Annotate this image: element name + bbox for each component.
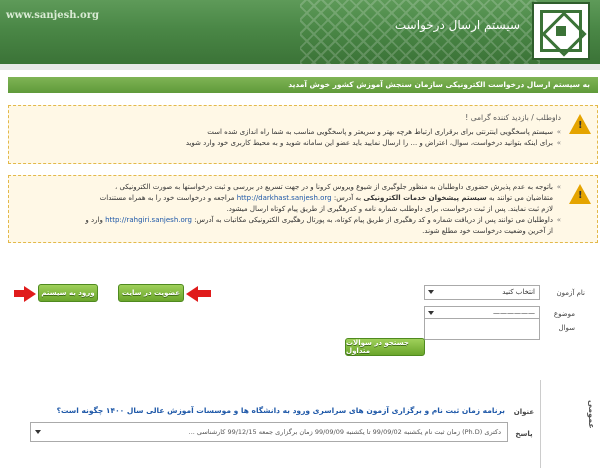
notice-box-intro [8, 105, 598, 164]
topic-label: موضوع [553, 310, 575, 318]
topic-select-value: —————— [493, 309, 535, 317]
question-input[interactable] [424, 318, 540, 340]
exam-select-value: انتخاب کنید [502, 288, 535, 296]
welcome-bar: به سیستم ارسال درخواست الکترونیکی سازمان سنجش آموزش کشور خوش آمدید [8, 77, 598, 93]
notice-item [17, 182, 561, 215]
exam-label: نام آزمون [556, 289, 585, 297]
notice-text: باتوجه به عدم پذیرش حضوری داوطلبان به منظور جلوگیری از شیوع ویروس کرونا و در جهت تسریع در بررسی و ثبت درخواستها به صورت الکترونیکی ، [114, 183, 553, 191]
join-button[interactable]: عضویت در سایت [118, 284, 184, 302]
notice-text: به آدرس: [333, 194, 362, 202]
qa-answer-select[interactable] [30, 422, 508, 442]
notice-highlight: سیستم پیشخوان خدمات الکترونیکی [363, 194, 487, 202]
notice-text: داوطلبان می توانند پس از دریافت شماره و کد رهگیری از طریق پیام کوتاه، به پورتال رهگیری الکترونیکی مکاتبات به آدرس: [194, 216, 553, 224]
chevron-down-icon [428, 290, 434, 294]
site-url[interactable]: www.sanjesh.org [6, 10, 99, 21]
notice-box-covid [8, 175, 598, 243]
warning-icon: ! [569, 184, 591, 206]
header-pattern [300, 0, 540, 64]
notice-item: » سیستم پاسخگویی اینترنتی برای برقراری ارتباط هرچه بهتر و سریعتر و پاسخگویی مناسب به شما راه اندازی شده است [17, 127, 561, 138]
arrow-left-icon-stem [197, 290, 211, 297]
notice-text: از آخرین وضعیت درخواست خود مطلع شوند. [422, 227, 553, 235]
chevron-down-icon [35, 430, 41, 434]
warning-icon: ! [569, 114, 591, 136]
system-title: سیستم ارسال درخواست [394, 18, 520, 32]
rahgiri-link[interactable]: http://rahgiri.sanjesh.org [105, 216, 192, 224]
qa-question-link[interactable]: برنامه زمان ثبت نام و برگزاری آزمون های سراسری ورود به دانشگاه ها و موسسات آموزش عالی سال ۱۴۰۰ چگونه است؟ [56, 406, 505, 415]
notice-text: مراجعه و درخواست خود را به همراه مستندات [99, 194, 235, 202]
notice-item [17, 215, 561, 237]
notice-greeting: داوطلب / بازدید کننده گرامی ! [465, 113, 561, 122]
qa-separator [540, 380, 541, 468]
category-tab-general[interactable]: عمومی [587, 400, 596, 429]
header-divider [0, 64, 600, 70]
qa-answer-text: دکتری (Ph.D) زمان ثبت نام یکشنبه 99/09/02 تا یکشنبه 99/09/09 زمان برگزاری جمعه 99/12/15 کارشناسی ... [188, 428, 501, 436]
site-header [0, 0, 600, 64]
chevron-down-icon [428, 311, 434, 315]
qa-title-label: عنوان [513, 408, 535, 416]
sanjesh-logo-icon[interactable] [532, 2, 590, 60]
notice-item: » برای اینکه بتوانید درخواست، سوال، اعتراض و ... را ارسال نمایید باید عضو این سامانه شوید و به محیط کاربری خود وارد شوید [17, 138, 561, 149]
notice-text: لازم ثبت نمایند. پس از ثبت درخواست، برای داوطلب شماره نامه و کدرهگیری از طریق پیام کوتاه ارسال میشود. [226, 205, 553, 213]
darkhast-link[interactable]: http://darkhast.sanjesh.org [236, 194, 332, 202]
notice-text: متقاضیان می توانند به [488, 194, 553, 202]
question-label: سوال [558, 324, 575, 332]
notice-text: وارد و [85, 216, 103, 224]
login-button[interactable]: ورود به سیستم [38, 284, 98, 302]
qa-answer-label: پاسخ [515, 430, 533, 438]
faq-search-button[interactable]: جستجو در سوالات متداول [345, 338, 425, 356]
exam-select[interactable] [424, 285, 540, 300]
arrow-right-icon [24, 286, 36, 302]
